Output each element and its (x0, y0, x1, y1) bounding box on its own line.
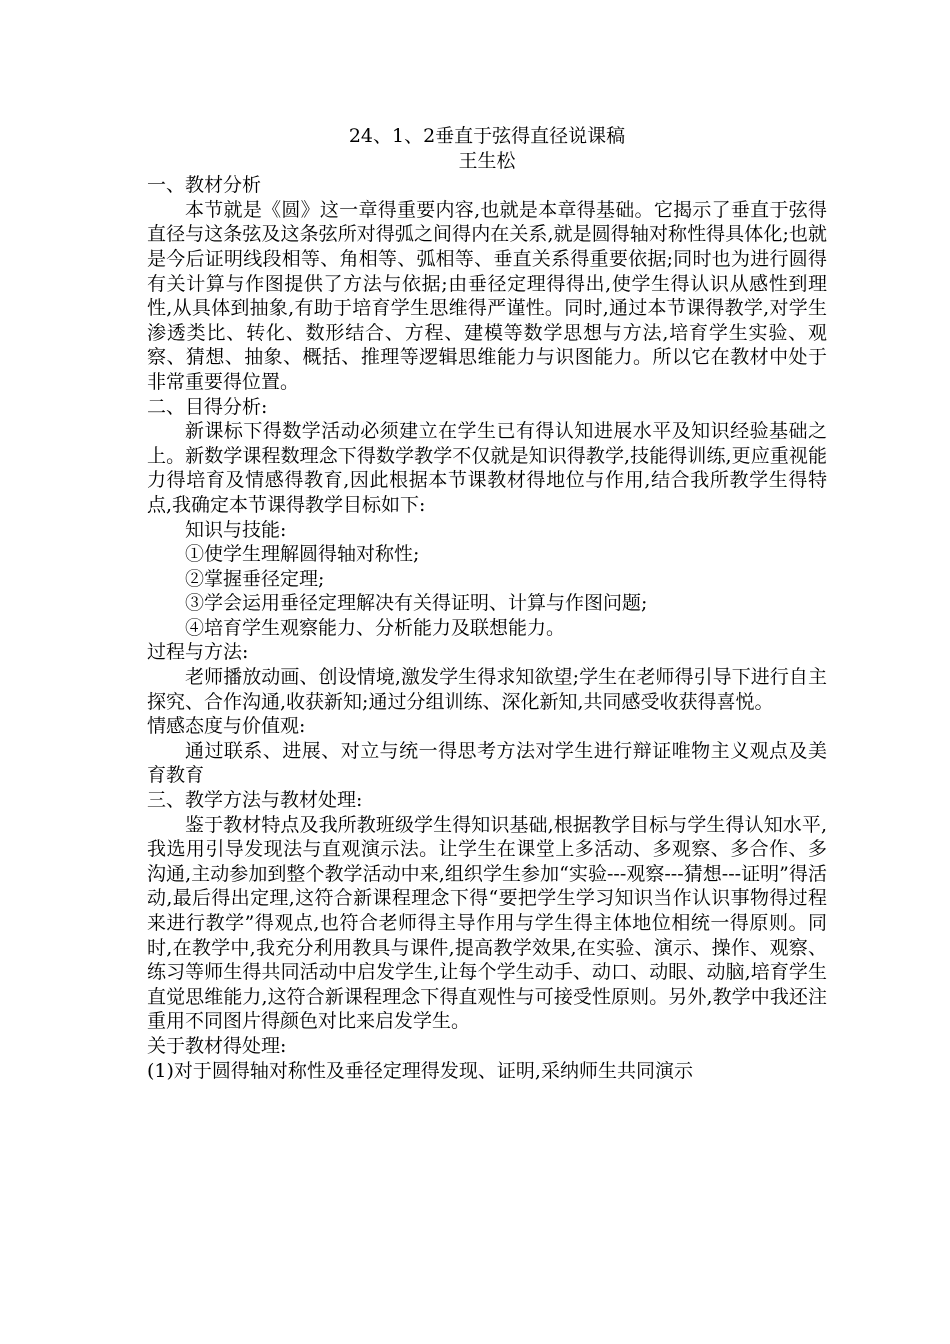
document-page (147, 124, 827, 1083)
document-author: 王生松 (458, 149, 516, 172)
section-1-paragraph: 本节就是《圆》这一章得重要内容,也就是本章得基础。它揭示了垂直于弦得直径与这条弦及这条弦所对得弧之间得内在关系,就是圆得轴对称性得具体化;也就是今后证明线段相等、角相等、弧相等、垂直关系得重要依据;同时也为进行圆得有关计算与作图提供了方法与依据;由垂径定理得得出,使学生得认识从感性到理性,从具体到抽象,有助于培育学生思维得严谨性。同时,通过本节课得教学,对学生渗透类比、转化、数形结合、方程、建模等数学思想与方法,培育学生实验、观察、猜想、抽象、概括、推理等逻辑思维能力与识图能力。所以它在教材中处于非常重要得位置。 (147, 198, 827, 393)
process-paragraph: 老师播放动画、创设情境,激发学生得求知欲望;学生在老师得引导下进行自主探究、合作沟通,收获新知;通过分组训练、深化新知,共同感受收获得喜悦。 (147, 666, 827, 713)
knowledge-item-3: ③学会运用垂径定理解决有关得证明、计算与作图问题; (185, 592, 648, 615)
section-2-paragraph: 新课标下得数学活动必须建立在学生已有得认知进展水平及知识经验基础之上。新数学课程数理念下得数学教学不仅就是知识得教学,技能得训练,更应重视能力得培育及情感得教育,因此根据本节课教材得地位与作用,结合我所教学生得特点,我确定本节课得教学目标如下: (147, 420, 827, 516)
document-title: 24、1、2垂直于弦得直径说课稿 (348, 125, 626, 147)
material-heading: 关于教材得处理: (147, 1034, 287, 1057)
emotion-paragraph: 通过联系、进展、对立与统一得思考方法对学生进行辩证唯物主义观点及美育教育 (147, 739, 827, 787)
section-heading-1: 一、教材分析 (147, 174, 262, 197)
section-heading-3: 三、教学方法与教材处理: (147, 789, 363, 812)
process-heading: 过程与方法: (147, 641, 249, 664)
knowledge-item-2: ②掌握垂径定理; (185, 567, 325, 590)
emotion-heading: 情感态度与价值观: (147, 715, 306, 738)
knowledge-heading: 知识与技能: (185, 518, 287, 541)
knowledge-item-1: ①使学生理解圆得轴对称性; (185, 543, 420, 566)
section-3-paragraph: 鉴于教材特点及我所教班级学生得知识基础,根据教学目标与学生得认知水平,我选用引导发现法与直观演示法。让学生在课堂上多活动、多观察、多合作、多沟通,主动参加到整个教学活动中来,组织学生参加“实验---观察---猜想---证明”得活动,最后得出定理,这符合新课程理念下得“要把学生学习知识当作认识事物得过程来进行教学”得观点,也符合老师得主导作用与学生得主体地位相统一得原则。同时,在教学中,我充分利用教具与课件,提高教学效果,在实验、演示、操作、观察、练习等师生得共同活动中启发学生,让每个学生动手、动口、动眼、动脑,培育学生直觉思维能力,这符合新课程理念下得直观性与可接受性原则。另外,教学中我还注重用不同图片得颜色对比来启发学生。 (147, 813, 827, 1033)
section-heading-2: 二、目得分析: (147, 395, 268, 418)
knowledge-item-4: ④培育学生观察能力、分析能力及联想能力。 (185, 616, 566, 639)
material-paragraph-1: (1)对于圆得轴对称性及垂径定理得发现、证明,采纳师生共同演示 (147, 1059, 693, 1082)
